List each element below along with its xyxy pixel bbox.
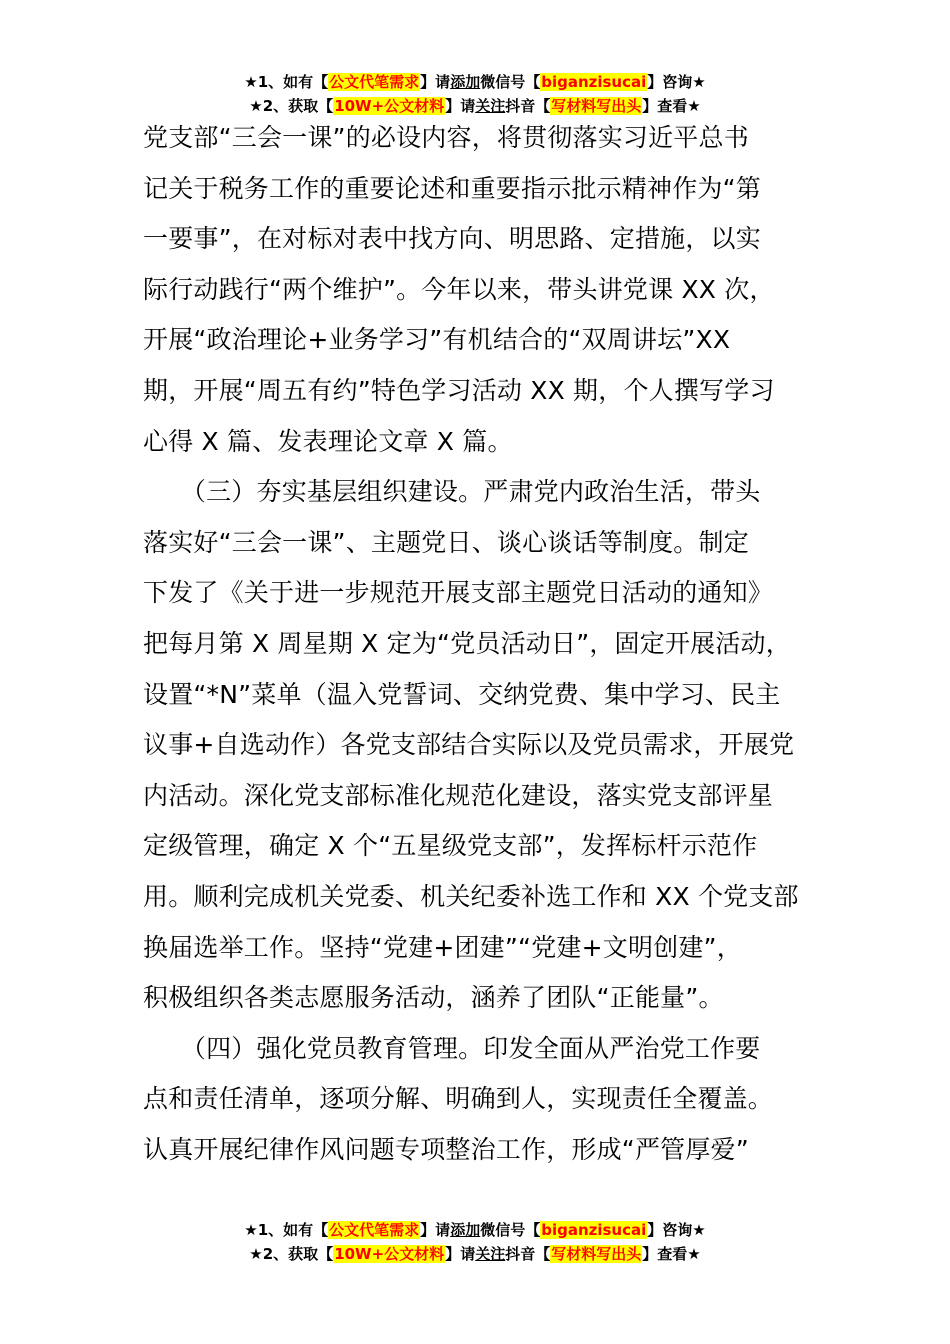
banner-highlight: 写材料写出头 (551, 1245, 642, 1263)
body-line: 下发了《关于进一步规范开展支部主题党日活动的通知》 (143, 578, 774, 608)
banner-text: ★1、如有【 (244, 1221, 329, 1239)
banner-text: 】请 (445, 97, 476, 115)
banner-text: 】查看★ (642, 97, 701, 115)
banner-underlined-text: 添加 (450, 73, 481, 91)
banner-highlight: 10W+公文材料 (334, 1245, 445, 1263)
body-line: 期，开展“周五有约”特色学习活动 XX 期，个人撰写学习 (143, 375, 775, 405)
banner-underlined-text: 关注 (475, 1245, 506, 1263)
body-line: 点和责任清单，逐项分解、明确到人，实现责任全覆盖。 (143, 1084, 774, 1114)
banner-text: 】咨询★ (647, 1221, 706, 1239)
body-line: 设置“*N”菜单（温入党誓词、交纳党费、集中学习、民主 (143, 679, 781, 709)
banner-highlight: biganzisucai (541, 1221, 647, 1239)
section-heading-line: （三）夯实基层组织建设。严肃党内政治生活，带头 (143, 477, 761, 507)
banner-highlight: 公文代笔需求 (329, 1221, 420, 1239)
body-line: 党支部“三会一课”的必设内容，将贯彻落实习近平总书 (143, 123, 749, 152)
body-line: 换届选举工作。坚持“党建+团建”“党建+文明创建”， (143, 932, 742, 962)
banner-text: ★2、获取【 (249, 97, 334, 115)
body-line: 议事+自选动作）各党支部结合实际以及党员需求，开展党 (143, 730, 795, 760)
banner-text: 】请 (420, 1221, 451, 1239)
banner-underlined-text: 添加 (450, 1221, 481, 1239)
banner-text: 】查看★ (642, 1245, 701, 1263)
footer-banner-line-1 (0, 1218, 950, 1242)
banner-text: 抖音【 (505, 1245, 551, 1263)
header-banner (0, 70, 950, 118)
footer-banner-line-2 (0, 1242, 950, 1266)
banner-text: 微信号【 (480, 73, 541, 91)
body-line: 心得 X 篇、发表理论文章 X 篇。 (143, 426, 513, 456)
banner-text: ★2、获取【 (249, 1245, 334, 1263)
banner-highlight: 公文代笔需求 (329, 73, 420, 91)
body-line: 一要事”，在对标对表中找方向、明思路、定措施，以实 (143, 224, 761, 254)
body-line: 把每月第 X 周星期 X 定为“党员活动日”，固定开展活动， (143, 628, 791, 658)
banner-underlined-text: 关注 (475, 97, 506, 115)
banner-text: 】咨询★ (647, 73, 706, 91)
banner-text: 微信号【 (480, 1221, 541, 1239)
header-banner-line-1 (0, 70, 950, 94)
section-heading-line: （四）强化党员教育管理。印发全面从严治党工作要 (143, 1033, 761, 1063)
body-line: 记关于税务工作的重要论述和重要指示批示精神作为“第 (143, 173, 761, 203)
body-line: 积极组织各类志愿服务活动，涵养了团队“正能量”。 (143, 983, 724, 1013)
body-line: 际行动践行“两个维护”。今年以来，带头讲党课 XX 次， (143, 274, 775, 304)
body-line: 内活动。深化党支部标准化规范化建设，落实党支部评星 (143, 780, 774, 810)
banner-text: 】请 (420, 73, 451, 91)
document-body (143, 113, 843, 1175)
body-line: 定级管理，确定 X 个“五星级党支部”，发挥标杆示范作 (143, 831, 758, 861)
banner-text: ★1、如有【 (244, 73, 329, 91)
body-line: 开展“政治理论+业务学习”有机结合的“双周讲坛”XX (143, 325, 731, 355)
banner-highlight: biganzisucai (541, 73, 647, 91)
footer-banner (0, 1218, 950, 1266)
body-line: 用。顺利完成机关党委、机关纪委补选工作和 XX 个党支部 (143, 881, 799, 911)
banner-text: 】请 (445, 1245, 476, 1263)
body-line: 落实好“三会一课”、主题党日、谈心谈话等制度。制定 (143, 527, 749, 557)
banner-highlight: 写材料写出头 (551, 97, 642, 115)
banner-text: 抖音【 (505, 97, 551, 115)
banner-highlight: 10W+公文材料 (334, 97, 445, 115)
body-line: 认真开展纪律作风问题专项整治工作，形成“严管厚爱” (143, 1134, 749, 1164)
